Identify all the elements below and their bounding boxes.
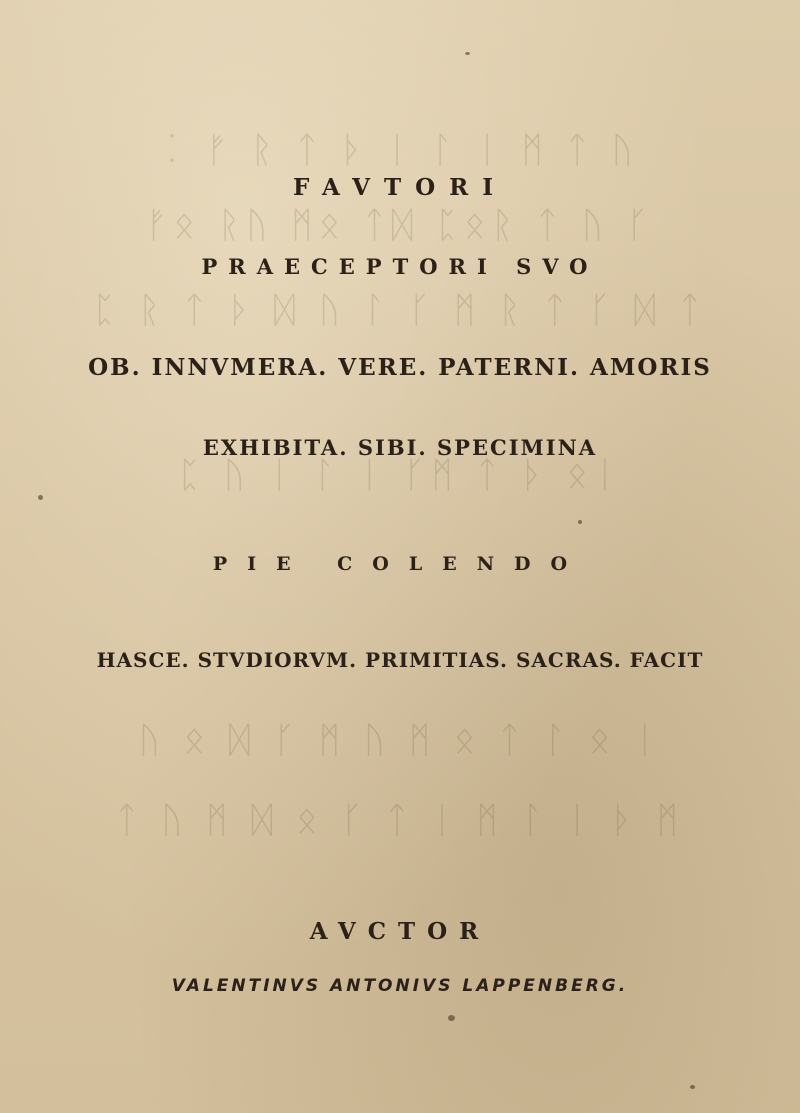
heading-favtori: FAVTORI xyxy=(292,174,508,201)
ink-speck xyxy=(38,495,43,500)
dedication-line: PIE COLENDO xyxy=(212,553,588,575)
author-label: AVCTOR xyxy=(309,918,491,945)
ink-speck xyxy=(690,1085,695,1089)
author-name: VALENTINVS ANTONIVS LAPPENBERG. xyxy=(171,976,629,996)
bleed-through-text: ᛈ ᚢ ᛁ ᛚ ᛁ ᚴᛗ ᛏ ᚦ ᛟᛁ xyxy=(178,455,622,496)
dedication-line: HASCE. STVDIORVM. PRIMITIAS. SACRAS. FACIT xyxy=(96,648,704,672)
ink-speck xyxy=(448,1015,455,1021)
bleed-through-text: ᚠᛟ ᚱᚢ ᛗᛟ ᛏᛞ ᛈᛟᚱ ᛏ ᚢ ᚴ xyxy=(145,205,655,246)
ink-speck xyxy=(465,52,470,55)
bleed-through-text: ⁚ ᚠ ᚱ ᛏ ᚦ ᛁ ᛚ ᛁ ᛗ ᛏ ᚢ xyxy=(160,130,640,171)
dedication-line: EXHIBITA. SIBI. SPECIMINA xyxy=(202,435,598,460)
ink-speck xyxy=(578,520,582,524)
dedication-line: OB. INNVMERA. VERE. PATERNI. AMORIS xyxy=(88,354,712,381)
bleed-through-text: ᛈ ᚱ ᛏ ᚦ ᛞ ᚢ ᛚ ᚴ ᛗ ᚱ ᛏ ᚴ ᛞ ᛏ xyxy=(93,290,707,331)
heading-praeceptori: PRAECEPTORI SVO xyxy=(201,254,599,279)
bleed-through-text: ᛏ ᚢ ᛗ ᛞ ᛟ ᚴ ᛏ ᛁ ᛗ ᛚ ᛁ ᚦ ᛗ xyxy=(115,800,685,841)
bleed-through-text: ᚢ ᛟ ᛞ ᚴ ᛗ ᚢ ᛗ ᛟ ᛏ ᛚ ᛟ ᛁ xyxy=(138,720,662,761)
